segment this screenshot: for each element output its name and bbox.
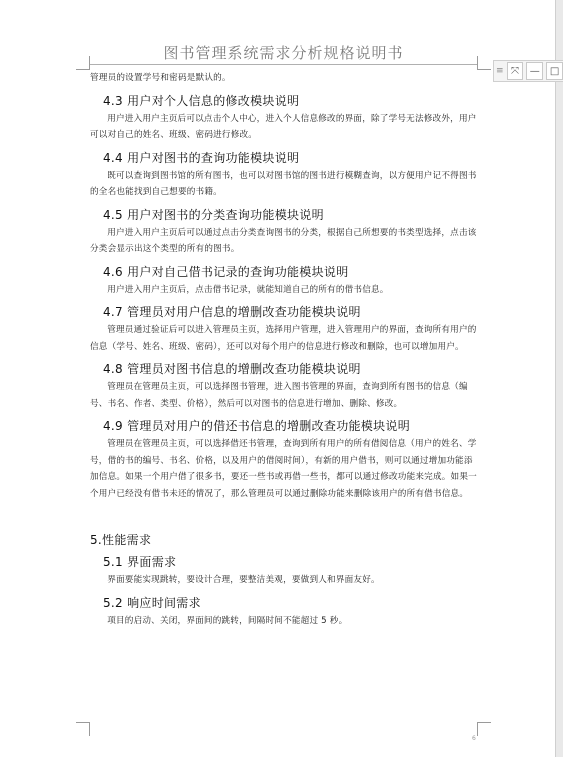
section-4-8-heading: 4.8 管理员对图书信息的增删改查功能模块说明 [103,362,361,376]
section-4-7-body: 管理员通过验证后可以进入管理员主页，选择用户管理，进入管理用户的界面，查询所有用户的信息（学号、姓名、班级、密码），还可以对每个用户的信息进行修改和删除，也可以增加用户。 [90,325,477,352]
fit-page-icon[interactable]: ⤧ [507,62,524,80]
crop-mark-top-left [76,56,90,70]
page-number: 6 [472,735,476,742]
intro-paragraph: 管理员的设置学号和密码是默认的。 [90,73,231,83]
crop-mark-bottom-right [477,722,491,736]
section-4-6-heading: 4.6 用户对自己借书记录的查询功能模块说明 [103,264,349,279]
section-5-1-heading: 5.1 界面需求 [103,555,177,569]
crop-mark-bottom-left [76,722,90,736]
page-header-title: 图书管理系统需求分析规格说明书 [163,44,404,62]
section-5-heading: 5.性能需求 [90,533,152,547]
crop-mark-top-right [477,56,491,70]
header-rule [90,64,477,65]
section-4-4-body: 既可以查询到图书馆的所有图书，也可以对图书馆的图书进行模糊查询，以方便用户记不得图书的全名也能找到自己想要的书籍。 [90,170,477,197]
section-4-6-body: 用户进入用户主页后，点击借书记录，就能知道自己的所有的借书信息。 [107,284,389,295]
minimize-icon[interactable]: — [526,62,543,80]
layout-options-icon[interactable]: □ [546,62,563,80]
section-4-5-body: 用户进入用户主页后可以通过点击分类查询图书的分类，根据自己所想要的书类型选择，点击该分类会显示出这个类型的所有的图书。 [90,227,477,254]
section-5-1-body: 界面要能实现跳转，要设计合理，要整洁美观，要做到人和界面友好。 [107,575,380,585]
page-edge-shadow [555,0,563,757]
section-4-9-body: 管理员在管理员主页，可以选择借还书管理，查询到所有用户的所有借阅信息（用户的姓名、学号，借的书的编号、书名、价格，以及用户的借阅时间），有新的用户借书，则可以通过增加功能添加信息。如果一个用户借了很多书，要还一些书或再借一些书，都可以通过修改功能来完成。如果一个用户已经没有借书未还的情况了，那么管理员可以通过删除功能来删除该用户的所有借书信息。 [90,439,477,499]
toolbar-grip-icon[interactable]: ≡ [496,66,504,76]
section-5-2-heading: 5.2 响应时间需求 [103,595,201,610]
section-4-4-heading: 4.4 用户对图书的查询功能模块说明 [103,150,300,165]
floating-layout-toolbar [493,60,563,82]
section-4-7-heading: 4.7 管理员对用户信息的增删改查功能模块说明 [103,305,361,319]
section-5-2-body: 项目的启动、关闭，界面间的跳转，间隔时间不能超过 5 秒。 [107,615,348,626]
section-4-3-body: 用户进入用户主页后可以点击个人中心，进入个人信息修改的界面，除了学号无法修改外，用户可以对自己的姓名、班级、密码进行修改。 [90,113,477,140]
section-4-9-heading: 4.9 管理员对用户的借还书信息的增删改查功能模块说明 [103,419,411,433]
document-body[interactable] [90,70,480,629]
section-4-8-body: 管理员在管理员主页，可以选择图书管理，进入图书管理的界面，查询到所有图书的信息（编号、书名、作者、类型、价格），然后可以对图书的信息进行增加、删除、修改。 [90,382,468,409]
section-4-3-heading: 4.3 用户对个人信息的修改模块说明 [103,93,300,108]
section-4-5-heading: 4.5 用户对图书的分类查询功能模块说明 [103,207,324,222]
